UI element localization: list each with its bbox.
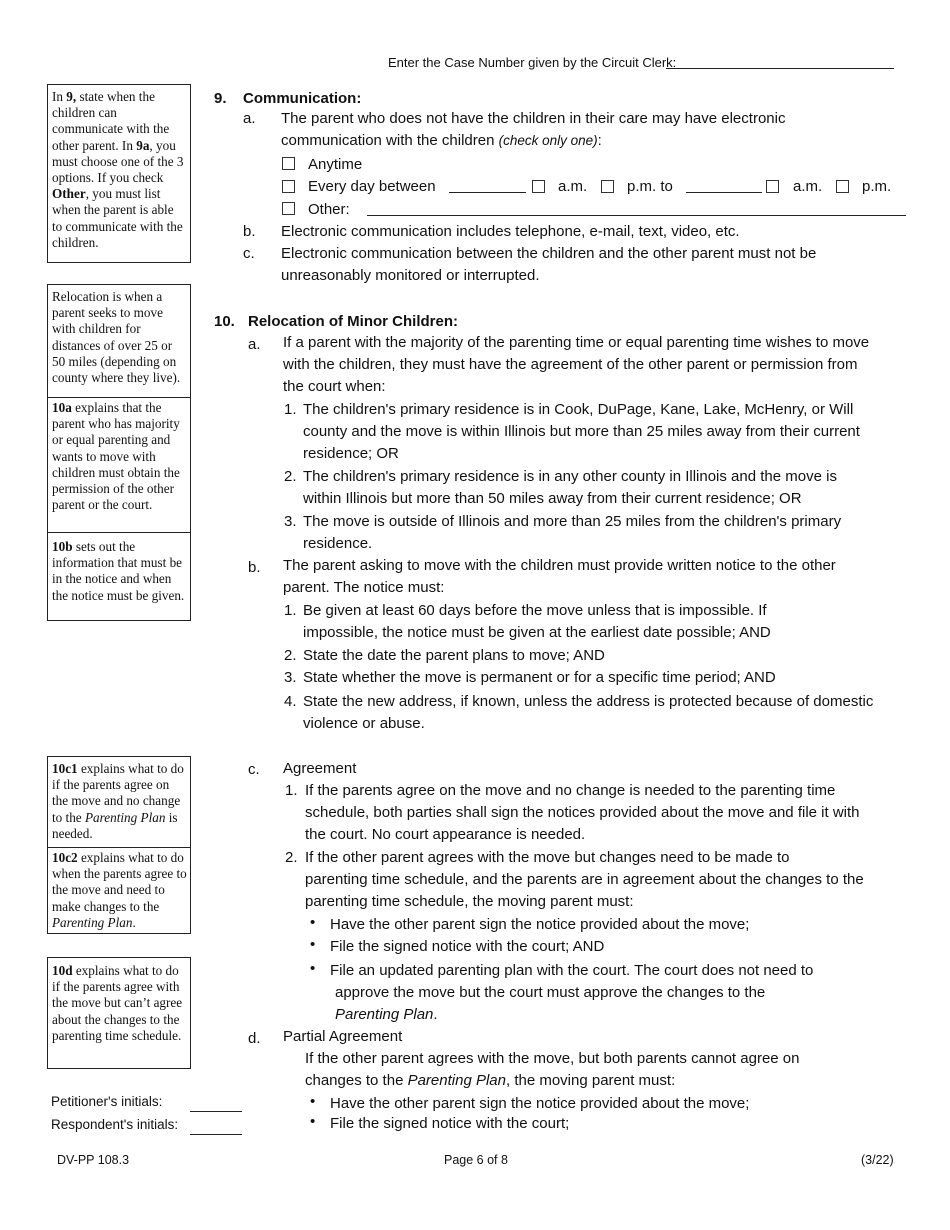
list-item-text: county and the move is within Illinois but more than 25 miles away from their current <box>303 423 860 440</box>
footer-revision: (3/22) <box>861 1153 894 1167</box>
section-10d-label: d. <box>248 1030 261 1047</box>
bullet-icon: • <box>310 1113 316 1130</box>
other-text-input[interactable] <box>367 215 906 216</box>
list-item-number: 1. <box>284 401 297 418</box>
bullet-icon: • <box>310 936 316 953</box>
section-9b-label: b. <box>243 223 256 240</box>
list-item-text: the court. No court appearance is needed. <box>305 826 586 843</box>
section-9c-line1: Electronic communication between the children and the other parent must not be <box>281 245 817 262</box>
sidebar-note-9: In 9, state when the children can communicate with the other parent. In 9a, you must choose one of the 3 options. If you check Other, you must list when the parent is able to communicate with the children. <box>47 84 191 263</box>
option-other-label: Other: <box>308 201 350 218</box>
case-number-input[interactable] <box>666 68 894 69</box>
checkbox-end-am[interactable] <box>766 180 779 193</box>
section-10d-line2: changes to the Parenting Plan, the moving parent must: <box>305 1072 676 1089</box>
section-10a-label: a. <box>248 336 261 353</box>
list-item-text: If the other parent agrees with the move but changes need to be made to <box>305 849 790 866</box>
list-item-text: violence or abuse. <box>303 715 425 732</box>
section-9a-line1: The parent who does not have the children in their care may have electronic <box>281 110 786 127</box>
list-item-text: The children's primary residence is in Cook, DuPage, Kane, Lake, McHenry, or Will <box>303 401 854 418</box>
every-day-end-time-input[interactable] <box>686 192 762 193</box>
section-10a-line: If a parent with the majority of the parenting time or equal parenting time wishes to move <box>283 334 870 351</box>
checkbox-end-pm[interactable] <box>836 180 849 193</box>
section-9a-line2: communication with the children (check only one): <box>281 132 602 149</box>
checkbox-start-am[interactable] <box>532 180 545 193</box>
note-10a: 10a explains that the parent who has majority or equal parenting and wants to move with children must obtain the permission of the other parent or the court. <box>48 397 190 532</box>
section-9c-label: c. <box>243 245 255 262</box>
list-item-text: parenting time schedule, and the parents are in agreement about the changes to the <box>305 871 864 888</box>
list-item-text: If the parents agree on the move and no change is needed to the parenting time <box>305 782 836 799</box>
note-10c1: 10c1 explains what to do if the parents agree on the move and no change to the Parenting Plan is needed. <box>52 761 184 841</box>
bullet-text: File an updated parenting plan with the court. The court does not need to <box>330 962 814 979</box>
section-10d-line1: If the other parent agrees with the move, but both parents cannot agree on <box>305 1050 800 1067</box>
start-am-label: a.m. <box>558 178 588 195</box>
checkbox-other[interactable] <box>282 202 295 215</box>
list-item-text: State whether the move is permanent or for a specific time period; AND <box>303 669 776 686</box>
section-10-number: 10. <box>214 313 235 330</box>
checkbox-every-day[interactable] <box>282 180 295 193</box>
sidebar-note-10d: 10d explains what to do if the parents agree with the move but can’t agree about the changes to the parenting time schedule. <box>47 957 191 1069</box>
every-day-start-time-input[interactable] <box>449 192 526 193</box>
section-10b-label: b. <box>248 559 261 576</box>
list-item-text: parenting time schedule, the moving parent must: <box>305 893 634 910</box>
petitioner-initials-input[interactable] <box>190 1111 242 1112</box>
respondent-initials-input[interactable] <box>190 1134 242 1135</box>
petitioner-initials-label: Petitioner's initials: <box>51 1094 163 1109</box>
list-item-number: 1. <box>284 602 297 619</box>
option-anytime-label: Anytime <box>308 156 363 173</box>
case-number-label: Enter the Case Number given by the Circuit Clerk: <box>388 55 677 70</box>
list-item-number: 3. <box>284 669 297 686</box>
list-item-number: 2. <box>285 849 298 866</box>
section-10a-line: the court when: <box>283 378 386 395</box>
section-10c-title: Agreement <box>283 760 357 777</box>
note-10c2: 10c2 explains what to do when the parents agree to the move and need to make changes to the Parenting Plan. <box>48 847 190 935</box>
bullet-text: approve the move but the court must approve the changes to the <box>335 984 766 1001</box>
bullet-text: File the signed notice with the court; <box>330 1115 570 1132</box>
section-9-title: Communication: <box>243 90 362 107</box>
section-9a-label: a. <box>243 110 256 127</box>
footer-page-number: Page 6 of 8 <box>444 1153 508 1167</box>
note-relocation-text: Relocation is when a parent seeks to move with children for distances of over 25 or 50 miles (depending on county where they live). <box>52 289 181 386</box>
section-9b-text: Electronic communication includes telephone, e-mail, text, video, etc. <box>281 223 740 240</box>
note-10b: 10b sets out the information that must be in the notice and when the notice must be given. <box>48 532 190 608</box>
bullet-icon: • <box>310 1093 316 1110</box>
list-item-text: The children's primary residence is in any other county in Illinois and the move is <box>303 468 837 485</box>
list-item-number: 1. <box>285 782 298 799</box>
bullet-text: File the signed notice with the court; AND <box>330 938 605 955</box>
bullet-text: Parenting Plan. <box>335 1006 438 1023</box>
section-9-number: 9. <box>214 90 227 107</box>
list-item-text: within Illinois but more than 50 miles away from their current residence; OR <box>303 490 802 507</box>
section-10b-line: parent. The notice must: <box>283 579 445 596</box>
section-10-title: Relocation of Minor Children: <box>248 313 458 330</box>
list-item-text: Be given at least 60 days before the move unless that is impossible. If <box>303 602 767 619</box>
list-item-text: The move is outside of Illinois and more than 25 miles from the children's primary <box>303 513 842 530</box>
bullet-icon: • <box>310 914 316 931</box>
list-item-text: residence. <box>303 535 373 552</box>
respondent-initials-label: Respondent's initials: <box>51 1117 179 1132</box>
footer-form-id: DV-PP 108.3 <box>57 1153 130 1167</box>
section-10d-title: Partial Agreement <box>283 1028 403 1045</box>
list-item-text: schedule, both parties shall sign the notices provided about the move and file it with <box>305 804 860 821</box>
end-pm-label: p.m. <box>862 178 892 195</box>
section-10b-line: The parent asking to move with the children must provide written notice to the other <box>283 557 836 574</box>
list-item-text: State the date the parent plans to move; AND <box>303 647 605 664</box>
option-every-day-label: Every day between <box>308 178 436 195</box>
start-pm-to-label: p.m. to <box>627 178 673 195</box>
bullet-text: Have the other parent sign the notice provided about the move; <box>330 916 750 933</box>
list-item-number: 2. <box>284 468 297 485</box>
sidebar-note-10c <box>47 756 191 934</box>
list-item-text: State the new address, if known, unless the address is protected because of domestic <box>303 693 874 710</box>
list-item-number: 4. <box>284 693 297 710</box>
sidebar-note-relocation <box>47 284 191 621</box>
end-am-label: a.m. <box>793 178 823 195</box>
list-item-number: 2. <box>284 647 297 664</box>
section-10c-label: c. <box>248 761 260 778</box>
list-item-text: impossible, the notice must be given at the earliest date possible; AND <box>303 624 771 641</box>
bullet-icon: • <box>310 960 316 977</box>
section-9c-line2: unreasonably monitored or interrupted. <box>281 267 540 284</box>
checkbox-start-pm[interactable] <box>601 180 614 193</box>
bullet-text: Have the other parent sign the notice provided about the move; <box>330 1095 750 1112</box>
checkbox-anytime[interactable] <box>282 157 295 170</box>
list-item-number: 3. <box>284 513 297 530</box>
section-10a-line: with the children, they must have the agreement of the other parent or permission from <box>283 356 858 373</box>
list-item-text: residence; OR <box>303 445 399 462</box>
